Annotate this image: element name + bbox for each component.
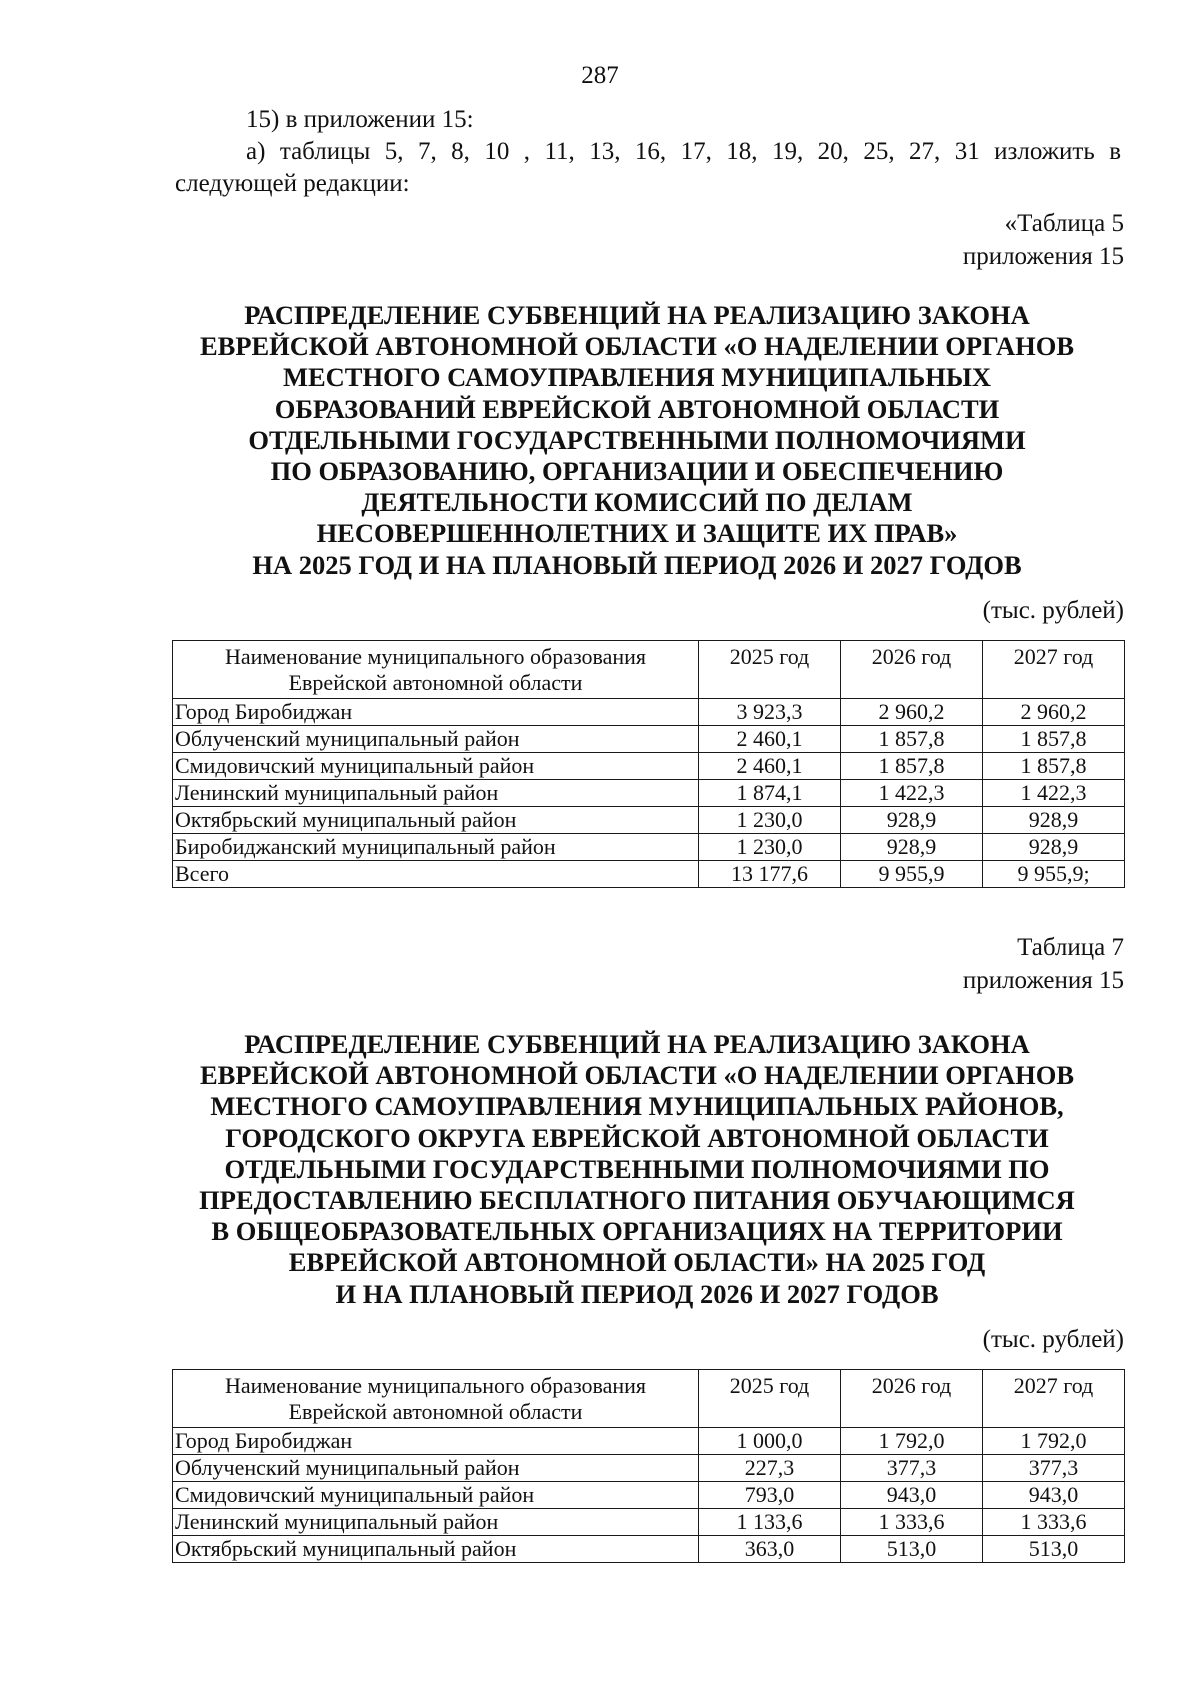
table5-title-line: ОБРАЗОВАНИЙ ЕВРЕЙСКОЙ АВТОНОМНОЙ ОБЛАСТИ [274,393,1000,424]
total-2025: 13 177,6 [699,861,841,888]
intro-line-3: следующей редакции: [175,170,410,197]
table-row [173,1428,1125,1455]
value-2025: 1 000,0 [699,1428,841,1455]
municipality-name: Ленинский муниципальный район [173,1509,699,1536]
column-header-2025: 2025 год [699,1370,841,1428]
table-header-row [173,1370,1125,1428]
intro-line-2: а) таблицы 5, 7, 8, 10 , 11, 13, 16, 17, 18, 19, 20, 25, 27, 31 изложить в [246,138,1121,165]
table5-caption-number: «Таблица 5 [1004,210,1124,237]
municipality-name: Биробиджанский муниципальный район [173,834,699,861]
table7-title-line: РАСПРЕДЕЛЕНИЕ СУБВЕНЦИЙ НА РЕАЛИЗАЦИЮ ЗАКОНА [244,1029,1030,1059]
municipality-name: Октябрьский муниципальный район [173,1536,699,1563]
table5-units: (тыс. рублей) [982,597,1124,624]
value-2027: 377,3 [983,1455,1125,1482]
intro-line-1: 15) в приложении 15: [246,106,474,133]
page-number: 287 [581,62,619,89]
table7-title-line: МЕСТНОГО САМОУПРАВЛЕНИЯ МУНИЦИПАЛЬНЫХ РАЙОНОВ, [210,1091,1064,1122]
column-header-2025: 2025 год [699,641,841,699]
value-2026: 928,9 [841,834,983,861]
table5-title-line: ОТДЕЛЬНЫМИ ГОСУДАРСТВЕННЫМИ ПОЛНОМОЧИЯМИ [248,424,1026,455]
municipality-name: Город Биробиджан [173,699,699,726]
value-2027: 928,9 [983,834,1125,861]
value-2026: 1 857,8 [841,753,983,780]
table-row [173,1509,1125,1536]
table-row [173,1536,1125,1563]
value-2025: 3 923,3 [699,699,841,726]
column-header-2027: 2027 год [983,641,1125,699]
value-2025: 1 230,0 [699,807,841,834]
value-2025: 1 230,0 [699,834,841,861]
table-row [173,726,1125,753]
table7-title-line: ОТДЕЛЬНЫМИ ГОСУДАРСТВЕННЫМИ ПОЛНОМОЧИЯМИ ПО [224,1153,1050,1184]
value-2026: 2 960,2 [841,699,983,726]
table-row [173,807,1125,834]
table5-caption [963,207,1124,273]
value-2026: 377,3 [841,1455,983,1482]
table5-title-line: ДЕЯТЕЛЬНОСТИ КОМИССИЙ ПО ДЕЛАМ [361,487,913,518]
total-label: Всего [173,861,699,888]
municipality-name: Ленинский муниципальный район [173,780,699,807]
municipality-name: Смидовичский муниципальный район [173,753,699,780]
value-2027: 1 857,8 [983,753,1125,780]
table-total-row [173,861,1125,888]
table5-title [150,300,1124,581]
value-2025: 227,3 [699,1455,841,1482]
column-header-2027: 2027 год [983,1370,1125,1428]
value-2027: 928,9 [983,807,1125,834]
value-2027: 1 857,8 [983,726,1125,753]
table5-title-line: НЕСОВЕРШЕННОЛЕТНИХ И ЗАЩИТЕ ИХ ПРАВ» [316,518,958,549]
table7-caption-number: Таблица 7 [1017,934,1124,961]
column-header-name [173,641,699,699]
column-header-name [173,1370,699,1428]
column-header-name-line2: Еврейской автономной области [288,670,583,695]
table7-title [150,1029,1124,1310]
column-header-name-line2: Еврейской автономной области [288,1399,583,1424]
value-2026: 943,0 [841,1482,983,1509]
value-2027: 1 422,3 [983,780,1125,807]
total-2027: 9 955,9; [983,861,1125,888]
value-2026: 1 422,3 [841,780,983,807]
table7-title-line: ПРЕДОСТАВЛЕНИЮ БЕСПЛАТНОГО ПИТАНИЯ ОБУЧАЮЩИМСЯ [199,1185,1075,1216]
value-2027: 1 792,0 [983,1428,1125,1455]
value-2025: 1 133,6 [699,1509,841,1536]
table7-caption-appendix: приложения 15 [962,967,1124,994]
value-2026: 928,9 [841,807,983,834]
table7-title-line: И НА ПЛАНОВЫЙ ПЕРИОД 2026 И 2027 ГОДОВ [335,1278,939,1309]
value-2026: 513,0 [841,1536,983,1563]
column-header-2026: 2026 год [841,1370,983,1428]
table5-caption-appendix: приложения 15 [962,243,1124,270]
table5-title-line: РАСПРЕДЕЛЕНИЕ СУБВЕНЦИЙ НА РЕАЛИЗАЦИЮ ЗАКОНА [244,300,1030,330]
municipality-name: Смидовичский муниципальный район [173,1482,699,1509]
value-2027: 1 333,6 [983,1509,1125,1536]
table-row [173,753,1125,780]
value-2025: 1 874,1 [699,780,841,807]
municipality-name: Город Биробиджан [173,1428,699,1455]
total-2026: 9 955,9 [841,861,983,888]
table5-title-line: МЕСТНОГО САМОУПРАВЛЕНИЯ МУНИЦИПАЛЬНЫХ [282,362,992,393]
value-2025: 2 460,1 [699,753,841,780]
column-header-name-line1: Наименование муниципального образования [224,644,647,669]
value-2026: 1 792,0 [841,1428,983,1455]
table-row [173,699,1125,726]
table7-title-line: В ОБЩЕОБРАЗОВАТЕЛЬНЫХ ОРГАНИЗАЦИЯХ НА ТЕРРИТОРИИ [211,1216,1063,1247]
municipality-name: Октябрьский муниципальный район [173,807,699,834]
table7 [172,1369,1125,1563]
table7-title-line: ЕВРЕЙСКОЙ АВТОНОМНОЙ ОБЛАСТИ «О НАДЕЛЕНИИ ОРГАНОВ [199,1060,1075,1091]
municipality-name: Облученский муниципальный район [173,1455,699,1482]
table5-title-line: ПО ОБРАЗОВАНИЮ, ОРГАНИЗАЦИИ И ОБЕСПЕЧЕНИЮ [270,456,1004,487]
value-2026: 1 857,8 [841,726,983,753]
table-row [173,1455,1125,1482]
table7-caption [963,931,1124,997]
value-2025: 2 460,1 [699,726,841,753]
municipality-name: Облученский муниципальный район [173,726,699,753]
table-row [173,1482,1125,1509]
table7-units: (тыс. рублей) [982,1326,1124,1353]
value-2027: 943,0 [983,1482,1125,1509]
value-2025: 793,0 [699,1482,841,1509]
value-2027: 2 960,2 [983,699,1125,726]
column-header-2026: 2026 год [841,641,983,699]
table7-title-line: ЕВРЕЙСКОЙ АВТОНОМНОЙ ОБЛАСТИ» НА 2025 ГОД [288,1247,986,1278]
value-2026: 1 333,6 [841,1509,983,1536]
value-2025: 363,0 [699,1536,841,1563]
table-row [173,834,1125,861]
table-header-row [173,641,1125,699]
table5 [172,640,1125,888]
table-row [173,780,1125,807]
table7-title-line: ГОРОДСКОГО ОКРУГА ЕВРЕЙСКОЙ АВТОНОМНОЙ ОБЛАСТИ [225,1122,1049,1153]
value-2027: 513,0 [983,1536,1125,1563]
table5-title-line: ЕВРЕЙСКОЙ АВТОНОМНОЙ ОБЛАСТИ «О НАДЕЛЕНИИ ОРГАНОВ [199,331,1075,362]
table5-title-line: НА 2025 ГОД И НА ПЛАНОВЫЙ ПЕРИОД 2026 И 2027 ГОДОВ [252,549,1022,580]
column-header-name-line1: Наименование муниципального образования [224,1373,647,1398]
